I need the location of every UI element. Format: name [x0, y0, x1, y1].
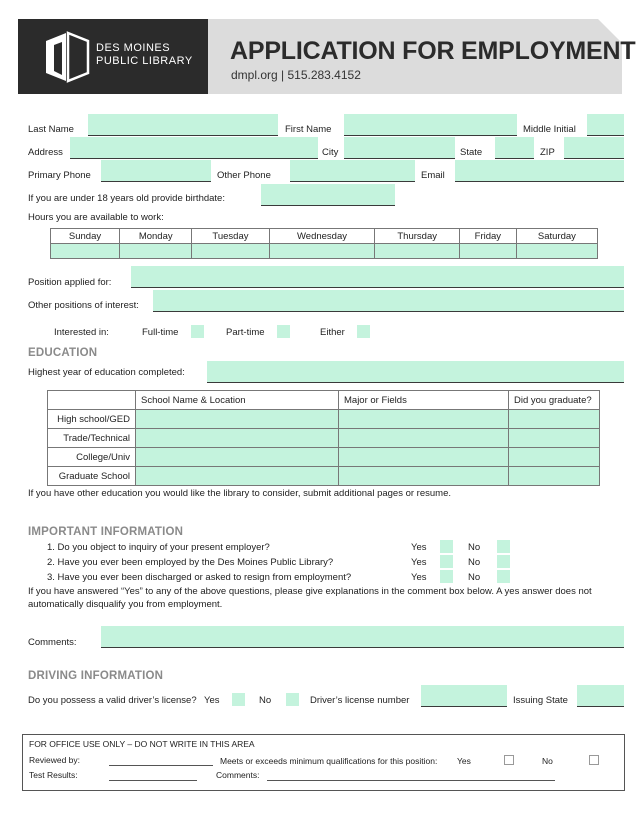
license-yes-checkbox[interactable] — [232, 693, 245, 706]
part-time-checkbox[interactable] — [277, 325, 290, 338]
major-field[interactable] — [339, 429, 509, 448]
question-3-yes-label: Yes — [411, 572, 427, 583]
tuesday-hours-field[interactable] — [192, 244, 269, 259]
meets-no-label: No — [542, 756, 553, 766]
other-positions-field[interactable] — [153, 290, 624, 312]
office-comments-label: Comments: — [216, 770, 260, 780]
meets-yes-label: Yes — [457, 756, 471, 766]
highest-education-field[interactable] — [207, 361, 624, 383]
row-header: Graduate School — [48, 467, 136, 486]
important-note-line2: automatically disqualify you from employment. — [28, 599, 223, 610]
address-field[interactable] — [70, 137, 318, 159]
school-name-field[interactable] — [136, 410, 339, 429]
wednesday-hours-field[interactable] — [269, 244, 375, 259]
education-table — [47, 390, 600, 486]
day-header: Thursday — [375, 229, 459, 244]
row-header: Trade/Technical — [48, 429, 136, 448]
education-heading: EDUCATION — [28, 347, 98, 359]
graduated-field[interactable] — [509, 429, 600, 448]
day-header: Saturday — [516, 229, 597, 244]
column-header: School Name & Location — [136, 391, 339, 410]
day-header: Sunday — [51, 229, 120, 244]
address-label: Address — [28, 147, 63, 158]
important-note-line1: If you have answered “Yes” to any of the above questions, please give explanations in the comment box below. A yes answer does not — [28, 586, 592, 597]
hours-label: Hours you are available to work: — [28, 212, 164, 223]
question-3-no-label: No — [468, 572, 481, 583]
test-results-line[interactable] — [109, 780, 197, 781]
question-1: 1. Do you object to inquiry of your present employer? — [47, 542, 270, 553]
interested-in-label: Interested in: — [54, 327, 109, 338]
major-field[interactable] — [339, 448, 509, 467]
middle-initial-label: Middle Initial — [523, 124, 576, 135]
test-results-label: Test Results: — [29, 770, 78, 780]
office-comments-line[interactable] — [267, 780, 555, 781]
reviewed-by-label: Reviewed by: — [29, 755, 81, 765]
question-2-yes-checkbox[interactable] — [440, 555, 453, 568]
license-yes-label: Yes — [204, 695, 220, 706]
question-1-yes-checkbox[interactable] — [440, 540, 453, 553]
license-number-label: Driver’s license number — [310, 695, 410, 706]
city-field[interactable] — [344, 137, 455, 159]
full-time-checkbox[interactable] — [191, 325, 204, 338]
comments-field[interactable] — [101, 626, 624, 648]
school-name-field[interactable] — [136, 467, 339, 486]
logo-block — [18, 19, 208, 94]
column-header: Major or Fields — [339, 391, 509, 410]
question-1-no-label: No — [468, 542, 481, 553]
primary-phone-field[interactable] — [101, 160, 211, 182]
other-positions-label: Other positions of interest: — [28, 300, 139, 311]
major-field[interactable] — [339, 467, 509, 486]
first-name-field[interactable] — [344, 114, 517, 136]
thursday-hours-field[interactable] — [375, 244, 459, 259]
education-corner-cell — [48, 391, 136, 410]
school-name-field[interactable] — [136, 429, 339, 448]
license-no-label: No — [259, 695, 272, 706]
city-label: City — [322, 147, 339, 158]
friday-hours-field[interactable] — [459, 244, 516, 259]
logo-text-line1: DES MOINES — [96, 42, 171, 54]
office-use-heading: FOR OFFICE USE ONLY – DO NOT WRITE IN THIS AREA — [29, 739, 255, 749]
reviewed-by-line[interactable] — [109, 765, 213, 766]
email-field[interactable] — [455, 160, 624, 182]
other-phone-label: Other Phone — [217, 170, 271, 181]
monday-hours-field[interactable] — [120, 244, 192, 259]
sunday-hours-field[interactable] — [51, 244, 120, 259]
page-title: APPLICATION FOR EMPLOYMENT — [230, 37, 636, 65]
either-label: Either — [320, 327, 345, 338]
major-field[interactable] — [339, 410, 509, 429]
license-no-checkbox[interactable] — [286, 693, 299, 706]
header-banner — [18, 19, 636, 94]
license-question: Do you possess a valid driver’s license? — [28, 695, 197, 706]
meets-qualifications-label: Meets or exceeds minimum qualifications for this position: — [220, 756, 438, 766]
full-time-label: Full-time — [142, 327, 179, 338]
first-name-label: First Name — [285, 124, 332, 135]
birthdate-label: If you are under 18 years old provide birthdate: — [28, 193, 225, 204]
graduated-field[interactable] — [509, 467, 600, 486]
graduated-field[interactable] — [509, 410, 600, 429]
comments-label: Comments: — [28, 637, 77, 648]
either-checkbox[interactable] — [357, 325, 370, 338]
column-header: Did you graduate? — [509, 391, 600, 410]
other-phone-field[interactable] — [290, 160, 415, 182]
highest-education-label: Highest year of education completed: — [28, 367, 185, 378]
question-2-no-checkbox[interactable] — [497, 555, 510, 568]
middle-initial-field[interactable] — [587, 114, 624, 136]
question-2: 2. Have you ever been employed by the Des Moines Public Library? — [47, 557, 334, 568]
office-use-box — [22, 734, 625, 791]
issuing-state-field[interactable] — [577, 685, 624, 707]
day-header: Monday — [120, 229, 192, 244]
question-3: 3. Have you ever been discharged or asked to resign from employment? — [47, 572, 352, 583]
question-3-no-checkbox[interactable] — [497, 570, 510, 583]
question-1-no-checkbox[interactable] — [497, 540, 510, 553]
question-2-no-label: No — [468, 557, 481, 568]
row-header: College/Univ — [48, 448, 136, 467]
issuing-state-label: Issuing State — [513, 695, 568, 706]
primary-phone-label: Primary Phone — [28, 170, 91, 181]
birthdate-field[interactable] — [261, 184, 395, 206]
education-note: If you have other education you would like the library to consider, submit additional pages or resume. — [28, 488, 451, 499]
day-header: Wednesday — [269, 229, 375, 244]
school-name-field[interactable] — [136, 448, 339, 467]
question-2-yes-label: Yes — [411, 557, 427, 568]
position-applied-field[interactable] — [131, 266, 624, 288]
logo-text-line2: PUBLIC LIBRARY — [96, 55, 193, 67]
row-header: High school/GED — [48, 410, 136, 429]
last-name-field[interactable] — [88, 114, 278, 136]
meets-no-checkbox[interactable] — [589, 755, 599, 765]
position-applied-label: Position applied for: — [28, 277, 112, 288]
last-name-label: Last Name — [28, 124, 74, 135]
hours-table — [50, 228, 598, 259]
saturday-hours-field[interactable] — [516, 244, 597, 259]
day-header: Tuesday — [192, 229, 269, 244]
state-field[interactable] — [495, 137, 534, 159]
important-heading: IMPORTANT INFORMATION — [28, 526, 184, 538]
zip-field[interactable] — [564, 137, 624, 159]
question-3-yes-checkbox[interactable] — [440, 570, 453, 583]
driving-heading: DRIVING INFORMATION — [28, 670, 164, 682]
library-logo-icon — [44, 31, 90, 83]
state-label: State — [460, 147, 483, 158]
graduated-field[interactable] — [509, 448, 600, 467]
email-label: Email — [421, 170, 445, 181]
meets-yes-checkbox[interactable] — [504, 755, 514, 765]
day-header: Friday — [459, 229, 516, 244]
license-number-field[interactable] — [421, 685, 507, 707]
part-time-label: Part-time — [226, 327, 265, 338]
contact-info: dmpl.org | 515.283.4152 — [231, 68, 361, 82]
zip-label: ZIP — [540, 147, 555, 158]
question-1-yes-label: Yes — [411, 542, 427, 553]
